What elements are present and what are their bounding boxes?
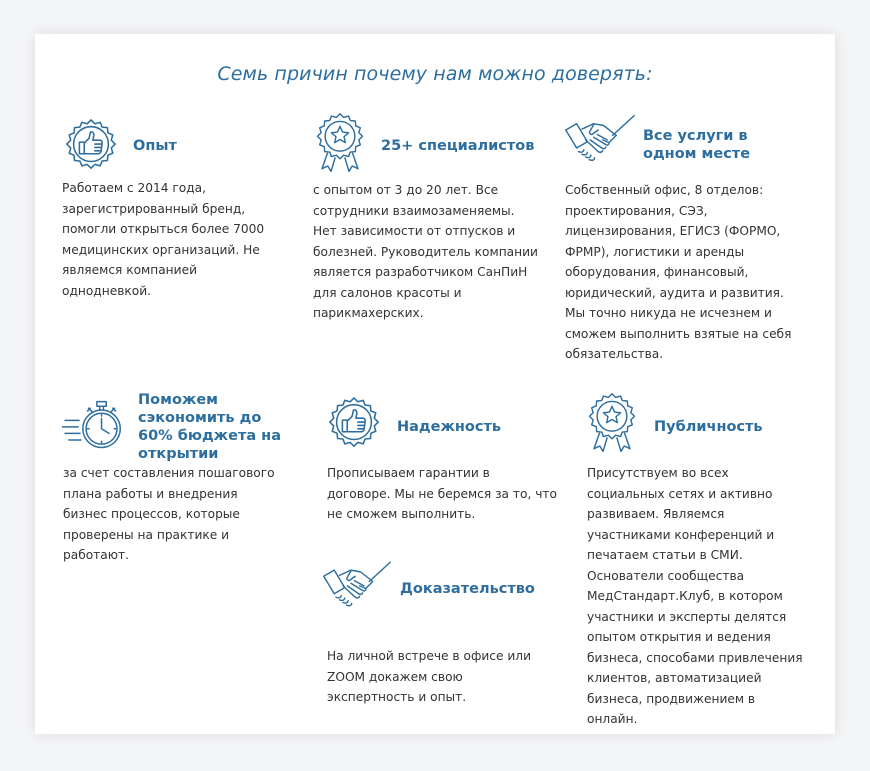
feature-description: Собственный офис, 8 отделов: проектирования, СЭЗ, лицензирования, ЕГИСЗ (ФОРМО, ФРМР), логистики и аренды оборудования, финансовый, юридический, аудита и развития. Мы точно никуда не исчезнем и сможем выполнить взятые на себя обязательства. bbox=[565, 183, 792, 361]
page-title: Семь причин почему нам можно доверять: bbox=[217, 63, 653, 85]
feature-title: Опыт bbox=[133, 138, 177, 154]
feature-description: Работаем с 2014 года, зарегистрированный бренд, помогли открыться более 7000 медицинских организаций. Не являемся компанией однодневкой. bbox=[62, 181, 265, 298]
handshake-icon bbox=[322, 558, 392, 612]
feature-title: Поможем сэкономить до 60% бюджета на открытии bbox=[138, 392, 281, 462]
thumbs-up-badge-icon bbox=[325, 395, 383, 453]
feature-description: На личной встрече в офисе или ZOOM докажем свою экспертность и опыт. bbox=[327, 649, 531, 704]
feature-title: Публичность bbox=[654, 419, 763, 435]
feature-description: Прописываем гарантии в договоре. Мы не беремся за то, что не сможем выполнить. bbox=[327, 466, 557, 521]
feature-title: Доказательство bbox=[400, 581, 535, 597]
stopwatch-icon bbox=[62, 396, 128, 454]
thumbs-up-badge-icon bbox=[62, 117, 120, 175]
feature-title: 25+ специалистов bbox=[381, 138, 535, 154]
feature-description: с опытом от 3 до 20 лет. Все сотрудники взаимозаменяемы. Нет зависимости от отпусков и болезней. Руководитель компании является разработчиком СанПиН для салонов красоты и парикмахерских. bbox=[313, 183, 538, 320]
feature-title: Все услуги в одном месте bbox=[643, 128, 751, 162]
star-medal-icon bbox=[585, 392, 639, 455]
feature-description: Присутствуем во всех социальных сетях и активно развиваем. Являемся участниками конференций и печатаем статьи в СМИ. Основатели сообщества МедСтандарт.Клуб, в котором участники и эксперты делятся опытом открытия и ведения бизнеса, способами привлечения клиентов, автоматизацией бизнеса, продвижением в онлайн. bbox=[587, 466, 803, 726]
handshake-icon bbox=[564, 112, 636, 166]
star-medal-icon bbox=[313, 112, 367, 175]
feature-description: за счет составления пошагового плана работы и внедрения бизнес процессов, которые проверены на практике и работают. bbox=[63, 466, 275, 562]
feature-title: Надежность bbox=[397, 419, 502, 435]
